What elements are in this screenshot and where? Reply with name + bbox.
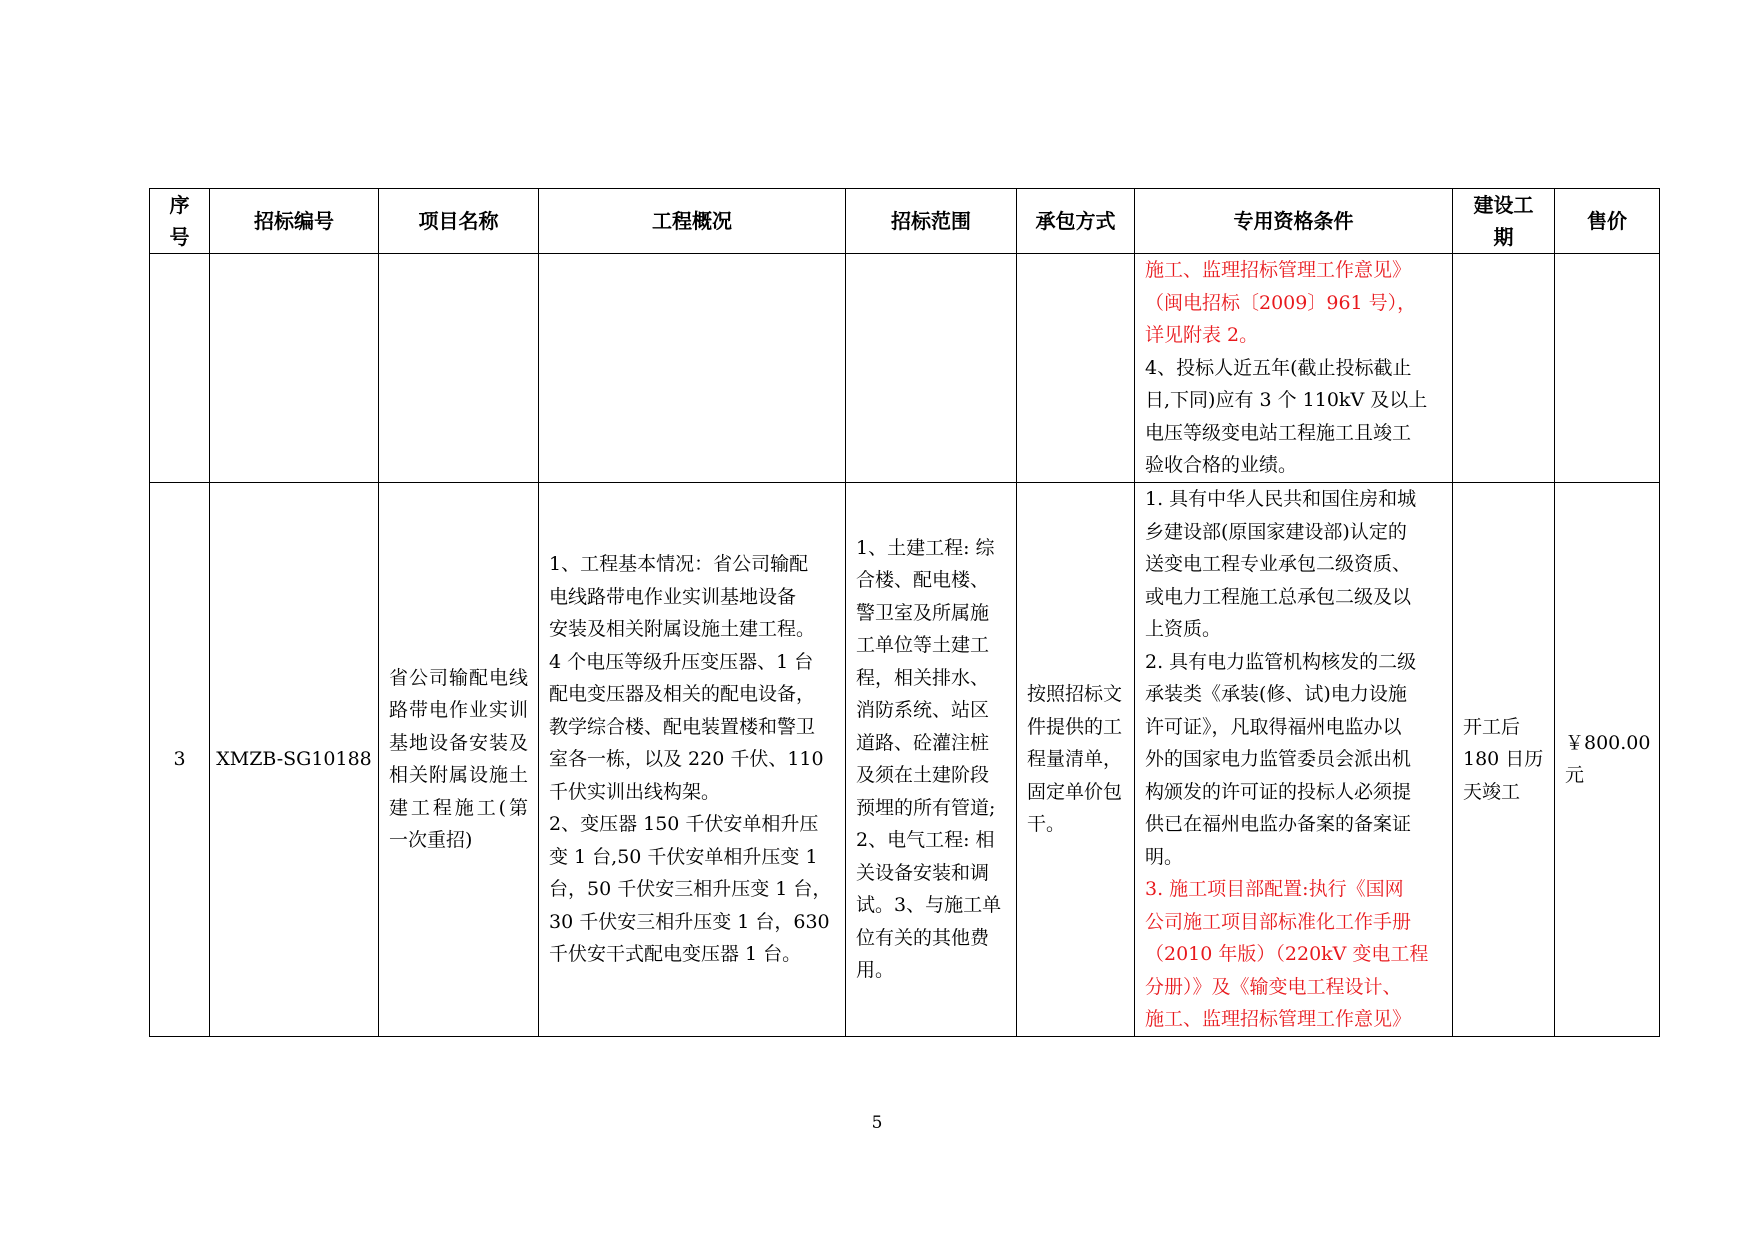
cell-bid-no: XMZB-SG10188 [210,483,379,1037]
text-line: 送变电工程专业承包二级资质、 [1145,553,1412,575]
header-qualification: 专用资格条件 [1135,189,1453,254]
text-line: 日,下同)应有 3 个 110kV 及以上 [1145,389,1428,411]
header-seq: 序 号 [150,189,210,254]
text-line: 供已在福州电监办备案的备案证 [1145,813,1412,835]
text-line: 30 千伏安三相升压变 1 台，630 [549,910,830,933]
text-line: （闽电招标〔2009〕961 号）， [1145,291,1417,314]
table-row-3 [150,483,1660,1037]
text-line: 上资质。 [1145,618,1222,640]
text-line: 合楼、配电楼、 [856,569,990,592]
cell-project-name: 省公司输配电线路带电作业实训基地设备安装及相关附属设施土建工程施工(第一次重招) [379,483,539,1037]
cell-empty [846,254,1017,483]
text-line: 消防系统、站区 [856,699,990,722]
cell-empty [1555,254,1660,483]
cell-qualification-continued [1135,254,1453,483]
cell-empty [210,254,379,483]
cell-overview [539,483,846,1037]
text-line: 安装及相关附属设施土建工程。 [549,618,816,640]
cell-contract: 按照招标文件提供的工程量清单，固定单价包干。 [1017,483,1135,1037]
text-line: 电压等级变电站工程施工且竣工 [1145,421,1412,444]
text-line: 明。 [1145,845,1184,868]
text-line: 乡建设部(原国家建设部)认定的 [1145,520,1407,543]
text-line: （2010 年版）（220kV 变电工程 [1145,943,1429,965]
header-scope: 招标范围 [846,189,1017,254]
header-project-name: 项目名称 [379,189,539,254]
header-period: 建设工 期 [1453,189,1555,254]
text-line: 1、工程基本情况：省公司输配 [549,553,809,575]
text-line: 或电力工程施工总承包二级及以 [1145,585,1412,608]
text-line: 预埋的所有管道; [856,796,996,819]
header-overview: 工程概况 [539,189,846,254]
text-line: 千伏实训出线构架。 [549,780,721,803]
header-price: 售价 [1555,189,1660,254]
text-line: 承装类《承装(修、试)电力设施 [1145,683,1407,705]
text-line: 1、土建工程: 综 [856,536,995,559]
text-line: 外的国家电力监管委员会派出机 [1145,748,1412,770]
text-line: 电线路带电作业实训基地设备 [549,585,797,608]
text-line: 用。 [856,959,895,982]
cell-scope [846,483,1017,1037]
text-line: 构颁发的许可证的投标人必须提 [1145,780,1412,803]
table-row-continued [150,254,1660,483]
header-bid-no: 招标编号 [210,189,379,254]
text-line: 程，相关排水、 [856,666,990,689]
text-line: 公司施工项目部标准化工作手册 [1145,910,1412,933]
text-line: 变 1 台,50 千伏安单相升压变 1 [549,845,818,868]
text-line: 2、电气工程: 相 [856,829,995,852]
text-line: 千伏安干式配电变压器 1 台。 [549,943,802,965]
text-line: 许可证》，凡取得福州电监办以 [1145,715,1402,738]
cell-empty [150,254,210,483]
text-line: 位有关的其他费 [856,926,990,949]
cell-qualification [1135,483,1453,1037]
text-line: 施工、监理招标管理工作意见》 [1145,259,1412,281]
cell-seq: 3 [150,483,210,1037]
text-line: 3. 施工项目部配置:执行《国网 [1145,878,1404,900]
cell-price: ￥800.00 元 [1555,483,1660,1037]
cell-empty [539,254,846,483]
text-line: 及须在土建阶段 [856,764,990,787]
text-line: 配电变压器及相关的配电设备， [549,683,816,705]
cell-empty [1017,254,1135,483]
text-line: 警卫室及所属施 [856,601,990,624]
cell-empty [379,254,539,483]
cell-empty [1453,254,1555,483]
text-line: 1. 具有中华人民共和国住房和城 [1145,488,1417,510]
text-line: 验收合格的业绩。 [1145,454,1298,476]
text-line: 工单位等土建工 [856,634,990,657]
cell-period: 开工后 180 日历天竣工 [1453,483,1555,1037]
text-line: 教学综合楼、配电装置楼和警卫 [549,715,816,738]
page-number: 5 [871,1113,883,1133]
table-header-row [150,189,1660,254]
text-line: 2、变压器 150 千伏安单相升压 [549,813,819,835]
header-contract: 承包方式 [1017,189,1135,254]
tender-table [149,188,1660,1037]
text-line: 4、投标人近五年(截止投标截止 [1145,356,1412,379]
text-line: 台，50 千伏安三相升压变 1 台， [549,878,832,900]
text-line: 分册）》及《输变电工程设计、 [1145,975,1402,998]
text-line: 试。3、与施工单 [856,894,1002,917]
text-line: 室各一栋，以及 220 千伏、110 [549,748,824,770]
text-line: 道路、砼灌注桩 [856,731,990,754]
text-line: 施工、监理招标管理工作意见》 [1145,1008,1412,1030]
text-line: 详见附表 2。 [1145,324,1259,346]
text-line: 关设备安装和调 [856,861,990,884]
text-line: 4 个电压等级升压变压器、1 台 [549,650,814,673]
text-line: 2. 具有电力监管机构核发的二级 [1145,650,1417,673]
